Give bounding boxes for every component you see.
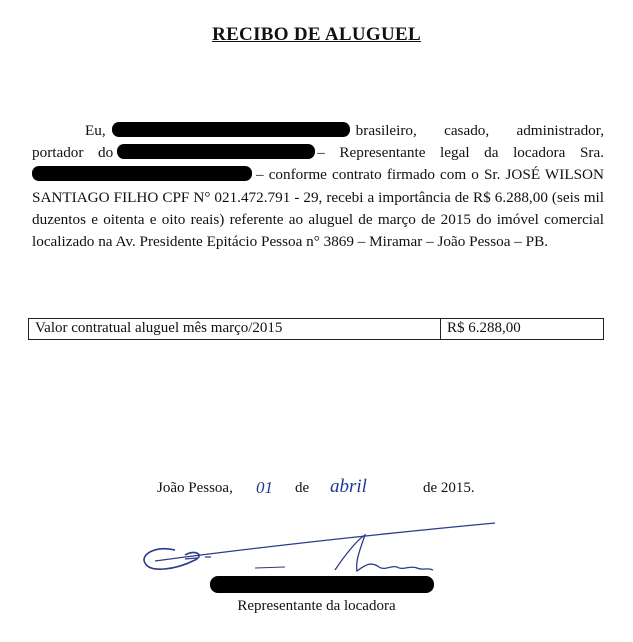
value-table-label: Valor contratual aluguel mês março/2015 bbox=[29, 319, 441, 339]
redacted-document-block bbox=[117, 144, 315, 159]
paragraph-part-3: – Representante legal da locadora Sra. bbox=[317, 144, 604, 162]
value-table-amount: R$ 6.288,00 bbox=[447, 320, 521, 336]
date-day-handwritten: 01 bbox=[256, 478, 273, 497]
receipt-paragraph bbox=[32, 120, 604, 253]
redacted-signer-name bbox=[210, 576, 434, 593]
handwritten-signature bbox=[135, 515, 505, 580]
date-city: João Pessoa, bbox=[157, 480, 233, 496]
date-year: de 2015. bbox=[423, 480, 475, 496]
paragraph-part-1: Eu, bbox=[85, 122, 106, 139]
paragraph-part-4: – conforme contrato firmado com o Sr. JOSÉ WILSON SANTIAGO FILHO CPF N° 021.472.791 - 29, recebi a importância de R$ 6.288,00 (seis mil duzentos e oitenta e oito reais) referente ao aluguel de março de 2015 do imóvel comercial localizado na Av. Presidente Epitácio Pessoa n° 3869 – Miramar – João Pessoa – PB. bbox=[32, 166, 604, 251]
redacted-name-block bbox=[112, 122, 350, 137]
paragraph-part-2: brasileiro, casado, administrador, portador do bbox=[32, 122, 604, 162]
value-table bbox=[28, 318, 604, 340]
signature-caption: Representante da locadora bbox=[237, 598, 396, 614]
document-title: RECIBO DE ALUGUEL bbox=[212, 24, 421, 45]
date-de-1: de bbox=[295, 480, 310, 496]
redacted-lessor-block bbox=[32, 166, 252, 181]
date-month-handwritten: abril bbox=[330, 476, 367, 497]
